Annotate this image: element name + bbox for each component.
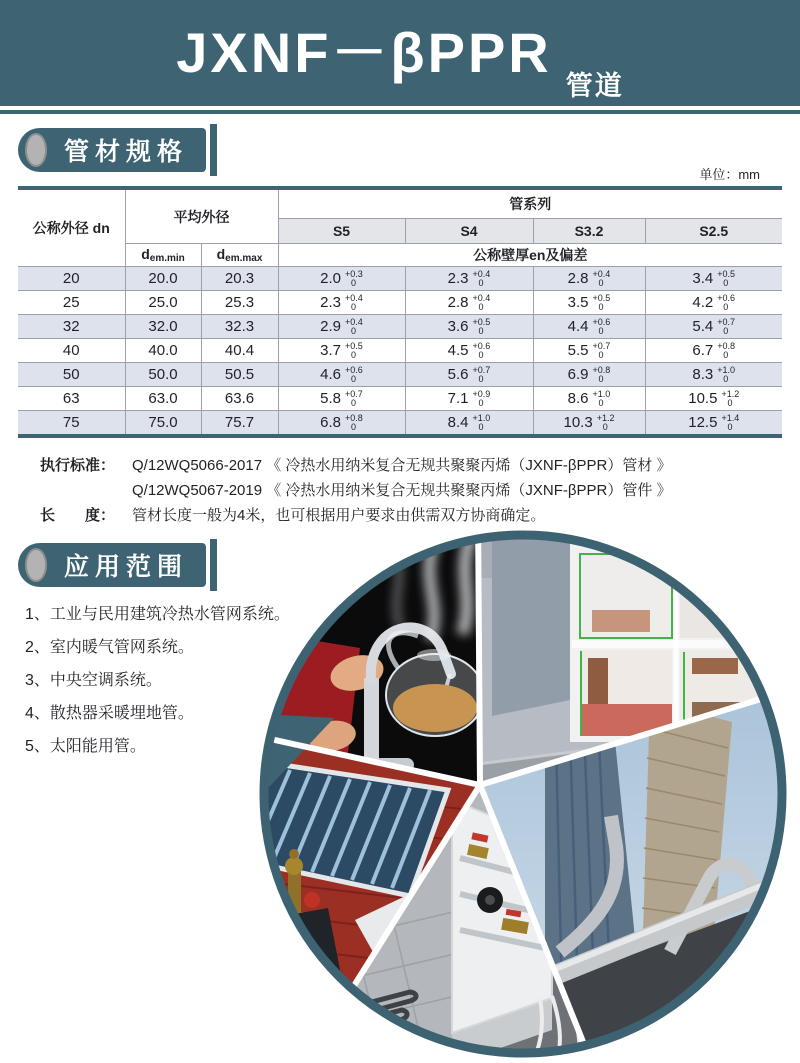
cell-dmax: 40.4 [201, 339, 278, 363]
cell-dmax: 20.3 [201, 267, 278, 291]
cell-dn: 25 [18, 291, 125, 315]
length-label: 长 度： [40, 507, 116, 524]
cell-dn: 75 [18, 411, 125, 437]
spec-section-title: 管材规格 [64, 138, 189, 166]
col-header-s32: S3.2 [533, 219, 645, 244]
standards-line-2: Q/12WQ5067-2019 《 冷热水用纳米复合无规共聚聚丙烯（JXNF-βPPR）管件 》 [132, 482, 672, 499]
cell-thickness-s4: 4.5 +0.6 0 [405, 339, 533, 363]
cell-thickness-s32: 8.6 +1.0 0 [533, 387, 645, 411]
cell-dmax: 63.6 [201, 387, 278, 411]
cell-thickness-s5: 6.8 +0.8 0 [278, 411, 405, 437]
col-header-s5: S5 [278, 219, 405, 244]
cell-dmin: 32.0 [125, 315, 201, 339]
spec-table [18, 186, 782, 438]
cell-dmin: 50.0 [125, 363, 201, 387]
cell-dmax: 75.7 [201, 411, 278, 437]
cell-dmin: 75.0 [125, 411, 201, 437]
cell-dmin: 40.0 [125, 339, 201, 363]
cell-dmin: 20.0 [125, 267, 201, 291]
page-title: JXNF－βPPR [176, 21, 552, 84]
col-header-s25: S2.5 [645, 219, 782, 244]
application-badge-pill [18, 543, 206, 587]
cell-dmax: 32.3 [201, 315, 278, 339]
unit-label: 单位：mm [699, 167, 760, 182]
application-list-item: 4、散热器采暖埋地管。 [25, 705, 194, 722]
cell-thickness-s32: 6.9 +0.8 0 [533, 363, 645, 387]
table-row [18, 315, 782, 339]
section-badge-spec [18, 128, 217, 172]
cell-thickness-s25: 5.4 +0.7 0 [645, 315, 782, 339]
length-text: 管材长度一般为4米，也可根据用户要求由供需双方协商确定。 [132, 507, 546, 524]
cell-dmin: 25.0 [125, 291, 201, 315]
cell-thickness-s5: 3.7 +0.5 0 [278, 339, 405, 363]
cell-thickness-s5: 5.8 +0.7 0 [278, 387, 405, 411]
col-header-avg: 平均外径 [125, 188, 278, 244]
application-section-title: 应用范围 [64, 553, 189, 581]
cell-dmax: 25.3 [201, 291, 278, 315]
col-header-dmin: dem.min [125, 244, 201, 267]
table-row [18, 387, 782, 411]
cell-dn: 63 [18, 387, 125, 411]
cell-thickness-s25: 6.7 +0.8 0 [645, 339, 782, 363]
cell-thickness-s32: 3.5 +0.5 0 [533, 291, 645, 315]
cell-dn: 40 [18, 339, 125, 363]
standards-block [40, 453, 770, 528]
cell-thickness-s4: 3.6 +0.5 0 [405, 315, 533, 339]
cell-thickness-s25: 12.5 +1.4 0 [645, 411, 782, 437]
cell-thickness-s4: 7.1 +0.9 0 [405, 387, 533, 411]
col-header-s4: S4 [405, 219, 533, 244]
cell-dmax: 50.5 [201, 363, 278, 387]
standards-label: 执行标准： [40, 457, 116, 474]
table-row [18, 363, 782, 387]
cell-thickness-s32: 2.8 +0.4 0 [533, 267, 645, 291]
cell-dn: 50 [18, 363, 125, 387]
badge-bar [210, 124, 217, 176]
table-row [18, 411, 782, 437]
header-divider [0, 110, 800, 114]
cell-thickness-s25: 10.5 +1.2 0 [645, 387, 782, 411]
application-list-item: 5、太阳能用管。 [25, 738, 146, 755]
cell-thickness-s4: 5.6 +0.7 0 [405, 363, 533, 387]
col-header-dn: 公称外径 dn [18, 188, 125, 267]
page-header [0, 0, 800, 106]
cell-thickness-s4: 2.8 +0.4 0 [405, 291, 533, 315]
cell-thickness-s32: 10.3 +1.2 0 [533, 411, 645, 437]
page-title-suffix: 管道 [565, 71, 624, 101]
col-header-dmax: dem.max [201, 244, 278, 267]
cell-thickness-s32: 4.4 +0.6 0 [533, 315, 645, 339]
application-list-item: 1、工业与民用建筑冷热水管网系统。 [25, 606, 290, 623]
cell-thickness-s5: 2.9 +0.4 0 [278, 315, 405, 339]
application-collage [240, 528, 800, 1063]
cell-thickness-s4: 8.4 +1.0 0 [405, 411, 533, 437]
application-list-item: 3、中央空调系统。 [25, 672, 162, 689]
cell-thickness-s25: 8.3 +1.0 0 [645, 363, 782, 387]
cell-dn: 32 [18, 315, 125, 339]
cell-dn: 20 [18, 267, 125, 291]
cell-thickness-s5: 4.6 +0.6 0 [278, 363, 405, 387]
spec-table-wrap [18, 186, 782, 438]
table-row [18, 291, 782, 315]
col-header-series: 管系列 [278, 188, 782, 219]
spec-table-rows [18, 267, 782, 437]
pipe-end-icon [25, 548, 47, 582]
cell-thickness-s4: 2.3 +0.4 0 [405, 267, 533, 291]
application-list-item: 2、室内暖气管网系统。 [25, 639, 194, 656]
cell-thickness-s25: 3.4 +0.5 0 [645, 267, 782, 291]
col-header-thickness: 公称壁厚en及偏差 [278, 244, 782, 267]
table-row [18, 267, 782, 291]
cell-dmin: 63.0 [125, 387, 201, 411]
pipe-end-icon [25, 133, 47, 167]
cell-thickness-s32: 5.5 +0.7 0 [533, 339, 645, 363]
standards-line-1: Q/12WQ5066-2017 《 冷热水用纳米复合无规共聚聚丙烯（JXNF-βPPR）管材 》 [132, 457, 672, 474]
cell-thickness-s25: 4.2 +0.6 0 [645, 291, 782, 315]
badge-bar [210, 539, 217, 591]
table-row [18, 339, 782, 363]
spec-badge-pill [18, 128, 206, 172]
section-badge-application [18, 543, 217, 587]
cell-thickness-s5: 2.0 +0.3 0 [278, 267, 405, 291]
cell-thickness-s5: 2.3 +0.4 0 [278, 291, 405, 315]
